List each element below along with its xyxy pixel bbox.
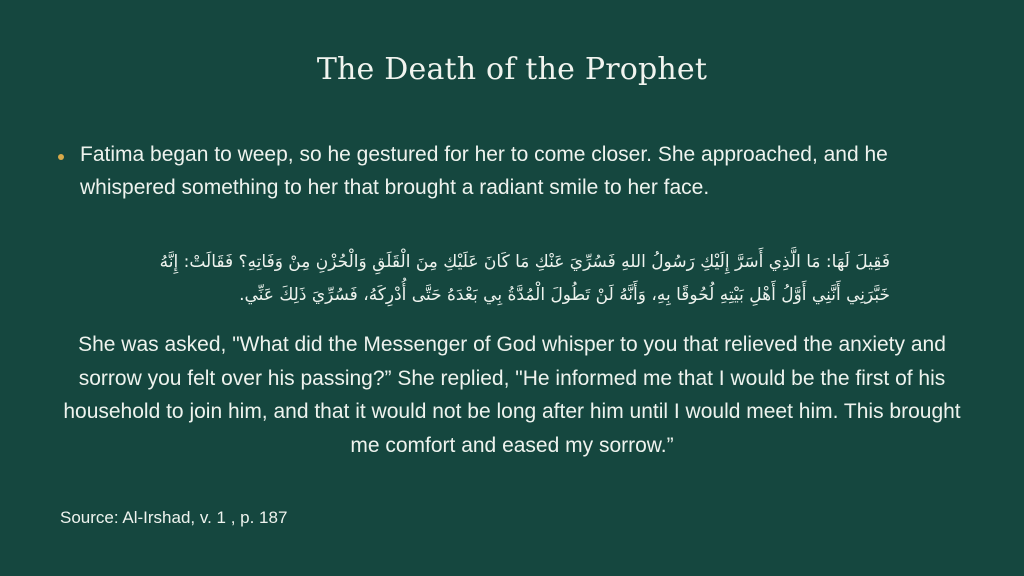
bullet-dot-icon [58,154,64,160]
arabic-quote: فَقِيلَ لَهَا: مَا الَّذِي أَسَرَّ إِلَيْكِ رَسُولُ اللهِ فَسُرِّيَ عَنْكِ مَا كَانَ عَلَيْكِ مِنَ الْقَلَقِ وَالْحُزْنِ مِنْ وَفَاتِهِ؟ فَقَالَتْ: إِنَّهُ خَبَّرَنِي أَنَّنِي أَوَّلُ أَهْلِ بَيْتِهِ لُحُوقًا بِهِ، وَأَنَّهُ لَنْ تَطُولَ الْمُدَّةُ بِي بَعْدَهُ حَتَّى أُدْرِكَهُ، فَسُرِّيَ ذَلِكَ عَنِّي. [159,252,890,305]
bullet-item [58,138,958,204]
slide-title: The Death of the Prophet [316,52,708,87]
bullet-text: Fatima began to weep, so he gestured for her to come closer. She approached, and he whispered something to her that brought a radiant smile to her face. [80,143,888,199]
translation-text: She was asked, "What did the Messenger of God whisper to you that relieved the anxiety and sorrow you felt over his passing?” She replied, "He informed me that I would be the first of his household to join him, and that it would not be long after him until I would meet him. This brought me comfort and eased my sorrow.” [63,333,961,457]
source-citation: Source: Al-Irshad, v. 1 , p. 187 [60,508,288,527]
